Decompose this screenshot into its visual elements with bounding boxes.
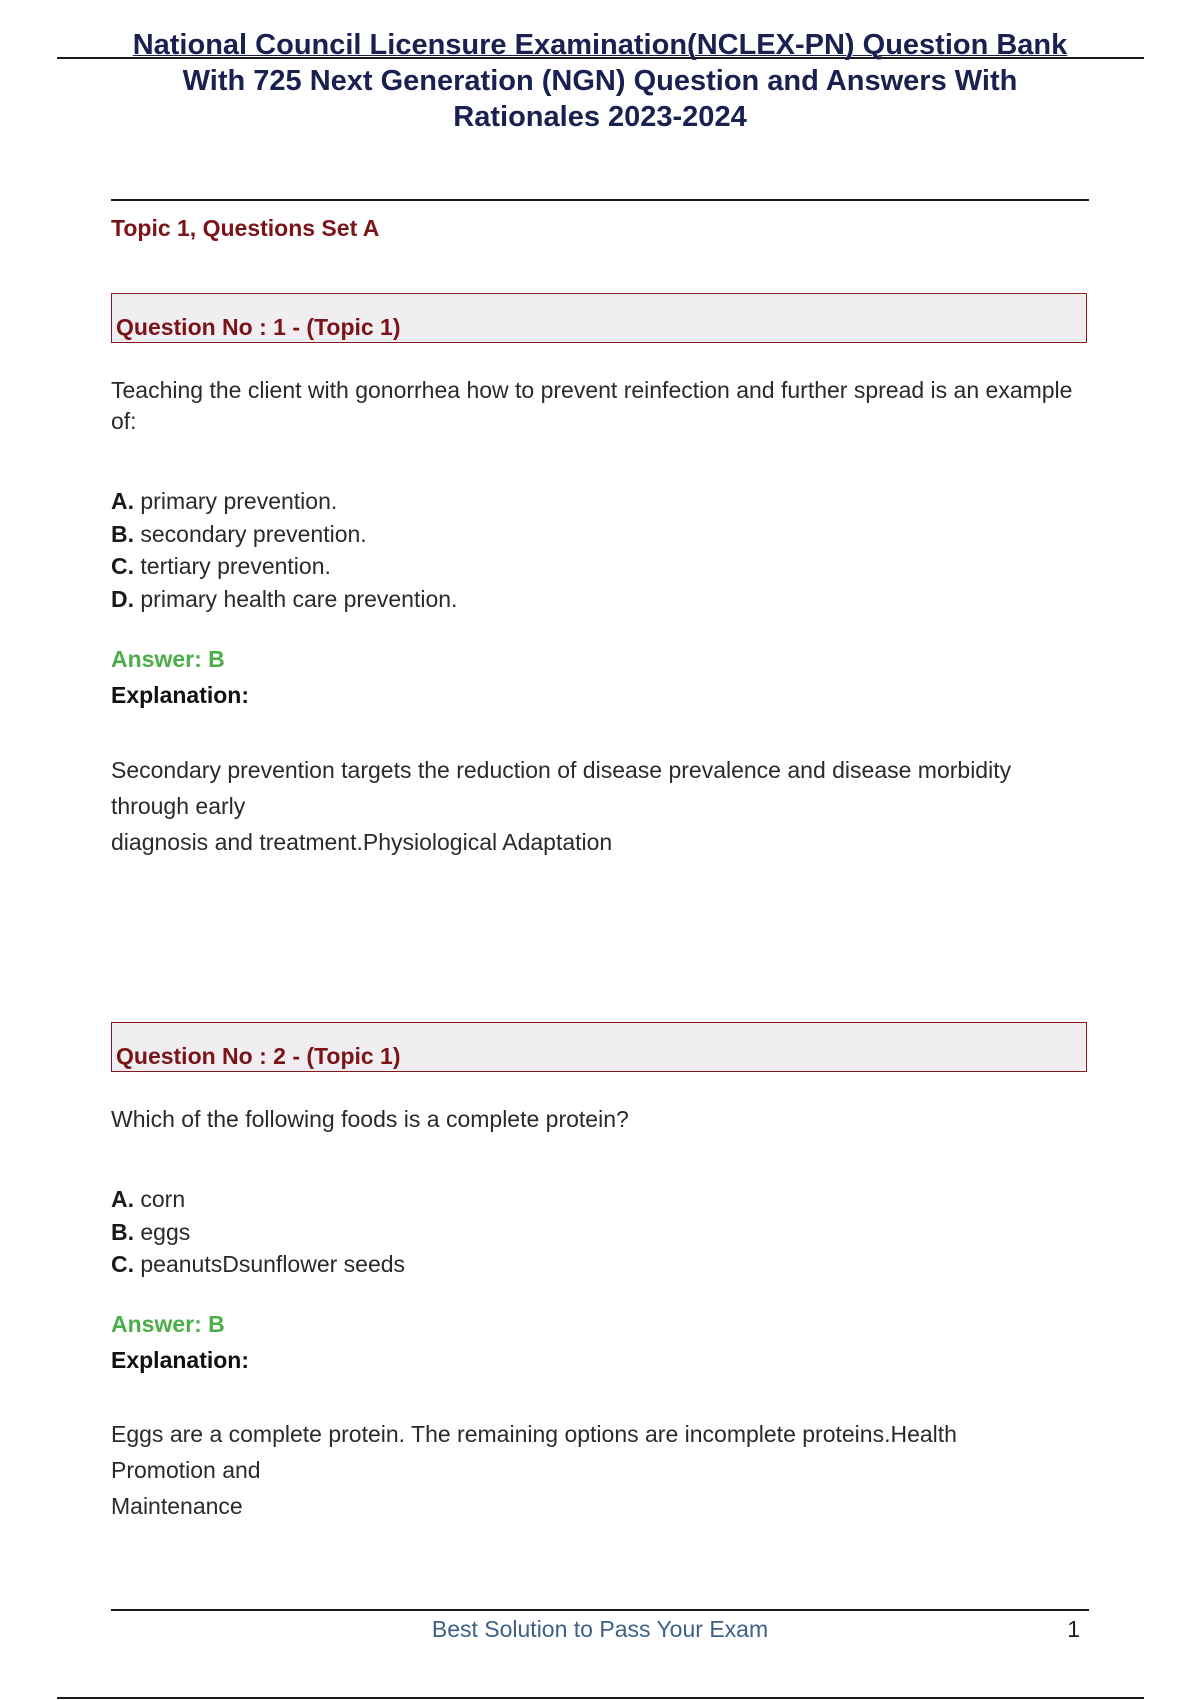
question-1-text: Teaching the client with gonorrhea how to prevent reinfection and further spread is an example of:	[111, 377, 1073, 434]
question-2-label: Question No : 2 - (Topic 1)	[116, 1043, 401, 1069]
explanation-line: through early	[111, 793, 246, 819]
option-c	[111, 1248, 405, 1281]
explanation-line: Maintenance	[111, 1493, 243, 1519]
option-letter: B.	[111, 520, 134, 547]
question-1-explanation-label: Explanation:	[111, 682, 250, 708]
title-line-3: Rationales 2023-2024	[453, 101, 747, 133]
title-line-1: National Council Licensure Examination(NCLEX-PN) Question Bank	[132, 29, 1068, 61]
explanation-line: Secondary prevention targets the reduction of disease prevalence and disease morbidity	[111, 757, 1012, 783]
question-1-options	[111, 485, 457, 615]
option-text: primary prevention.	[140, 488, 338, 514]
option-c	[111, 550, 457, 583]
explanation-line: diagnosis and treatment.Physiological Adaptation	[111, 829, 613, 855]
question-2-header	[111, 1022, 1087, 1072]
option-text: eggs	[140, 1218, 191, 1245]
question-2-answer: Answer: B	[111, 1311, 225, 1337]
option-text: primary health care prevention.	[140, 585, 458, 612]
option-letter: C.	[111, 1251, 134, 1277]
option-letter: A.	[111, 1186, 134, 1212]
option-b	[111, 1216, 405, 1249]
footer-text: Best Solution to Pass Your Exam	[431, 1616, 769, 1642]
option-text: tertiary prevention.	[140, 553, 331, 579]
question-2-explanation-label: Explanation:	[111, 1347, 250, 1373]
explanation-line: Eggs are a complete protein. The remaining options are incomplete proteins.Health	[111, 1421, 957, 1447]
option-b	[111, 518, 457, 551]
option-a	[111, 485, 457, 518]
question-1-answer: Answer: B	[111, 646, 225, 672]
document-title	[100, 27, 1100, 135]
footer-rule	[111, 1609, 1089, 1611]
option-letter: A.	[111, 488, 134, 514]
question-1-label: Question No : 1 - (Topic 1)	[116, 314, 401, 340]
option-a	[111, 1183, 405, 1216]
section-rule	[111, 199, 1089, 201]
bottom-rule	[57, 1697, 1144, 1699]
topic-heading: Topic 1, Questions Set A	[111, 215, 380, 241]
question-2-text: Which of the following foods is a complete protein?	[111, 1106, 629, 1132]
option-letter: B.	[111, 1218, 134, 1245]
question-2-options	[111, 1183, 405, 1281]
explanation-line: Promotion and	[111, 1457, 261, 1483]
option-text: peanutsDsunflower seeds	[140, 1251, 406, 1277]
question-2-explanation	[111, 1416, 1111, 1524]
option-letter: D.	[111, 585, 134, 612]
option-d	[111, 583, 457, 616]
question-1-header	[111, 293, 1087, 343]
page-number: 1	[1067, 1616, 1080, 1642]
option-text: corn	[140, 1186, 186, 1212]
option-text: secondary prevention.	[140, 520, 367, 547]
title-line-2: With 725 Next Generation (NGN) Question and Answers With	[182, 65, 1018, 97]
option-letter: C.	[111, 553, 134, 579]
question-1-explanation	[111, 752, 1111, 860]
